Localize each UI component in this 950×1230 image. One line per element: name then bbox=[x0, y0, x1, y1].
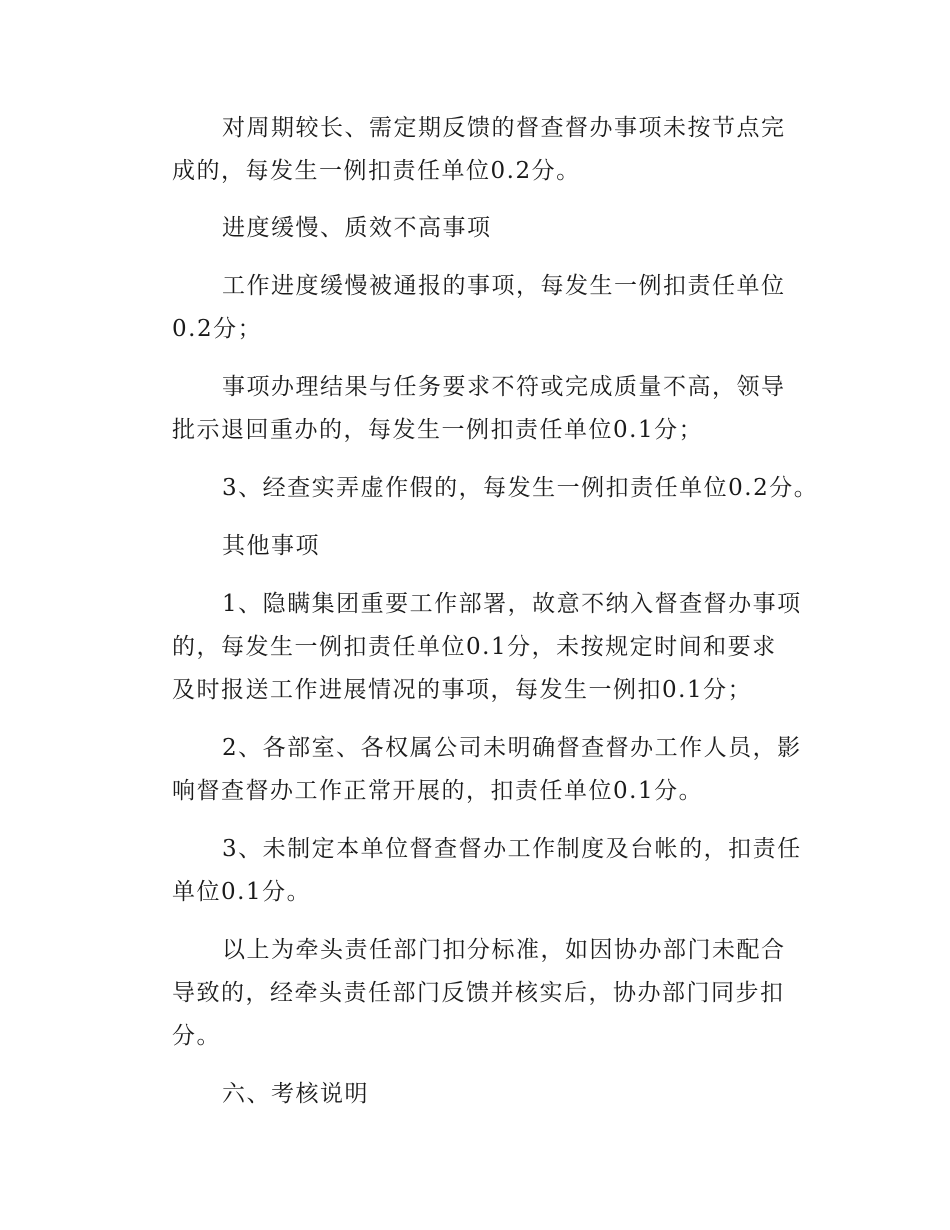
paragraph-7-line-2: 的，每发生一例扣责任单位0.1分，未按规定时间和要求 bbox=[172, 634, 777, 660]
paragraph-10-line-2: 导致的，经牵头责任部门反馈并核实后，协办部门同步扣 bbox=[172, 980, 785, 1006]
paragraph-7-line-1: 1、隐瞒集团重要工作部署，故意不纳入督查督办事项 bbox=[222, 591, 802, 617]
paragraph-9-line-1: 3、未制定本单位督查督办工作制度及台帐的，扣责任 bbox=[222, 836, 802, 862]
paragraph-10-line-3: 分。 bbox=[172, 1023, 221, 1049]
paragraph-4-line-2: 批示退回重办的，每发生一例扣责任单位0.1分； bbox=[172, 417, 704, 443]
paragraph-3-line-2: 0.2分； bbox=[172, 316, 263, 342]
paragraph-7-line-3: 及时报送工作进展情况的事项，每发生一例扣0.1分； bbox=[172, 677, 753, 703]
section-heading-slow-progress: 进度缓慢、质效不高事项 bbox=[222, 215, 492, 241]
paragraph-3-line-1: 工作进度缓慢被通报的事项，每发生一例扣责任单位 bbox=[222, 273, 786, 299]
paragraph-1-line-2: 成的，每发生一例扣责任单位0.2分。 bbox=[172, 158, 581, 184]
paragraph-9-line-2: 单位0.1分。 bbox=[172, 879, 312, 905]
paragraph-1-line-1: 对周期较长、需定期反馈的督查督办事项未按节点完 bbox=[222, 115, 786, 141]
section-heading-other-matters: 其他事项 bbox=[222, 533, 320, 559]
section-heading-assessment-notes: 六、考核说明 bbox=[222, 1081, 369, 1107]
paragraph-8-line-1: 2、各部室、各权属公司未明确督查督办工作人员，影 bbox=[222, 735, 802, 761]
paragraph-10-line-1: 以上为牵头责任部门扣分标准，如因协办部门未配合 bbox=[222, 937, 786, 963]
paragraph-4-line-1: 事项办理结果与任务要求不符或完成质量不高，领导 bbox=[222, 374, 786, 400]
paragraph-5-line-1: 3、经查实弄虚作假的，每发生一例扣责任单位0.2分。 bbox=[222, 475, 819, 501]
paragraph-8-line-2: 响督查督办工作正常开展的，扣责任单位0.1分。 bbox=[172, 778, 704, 804]
